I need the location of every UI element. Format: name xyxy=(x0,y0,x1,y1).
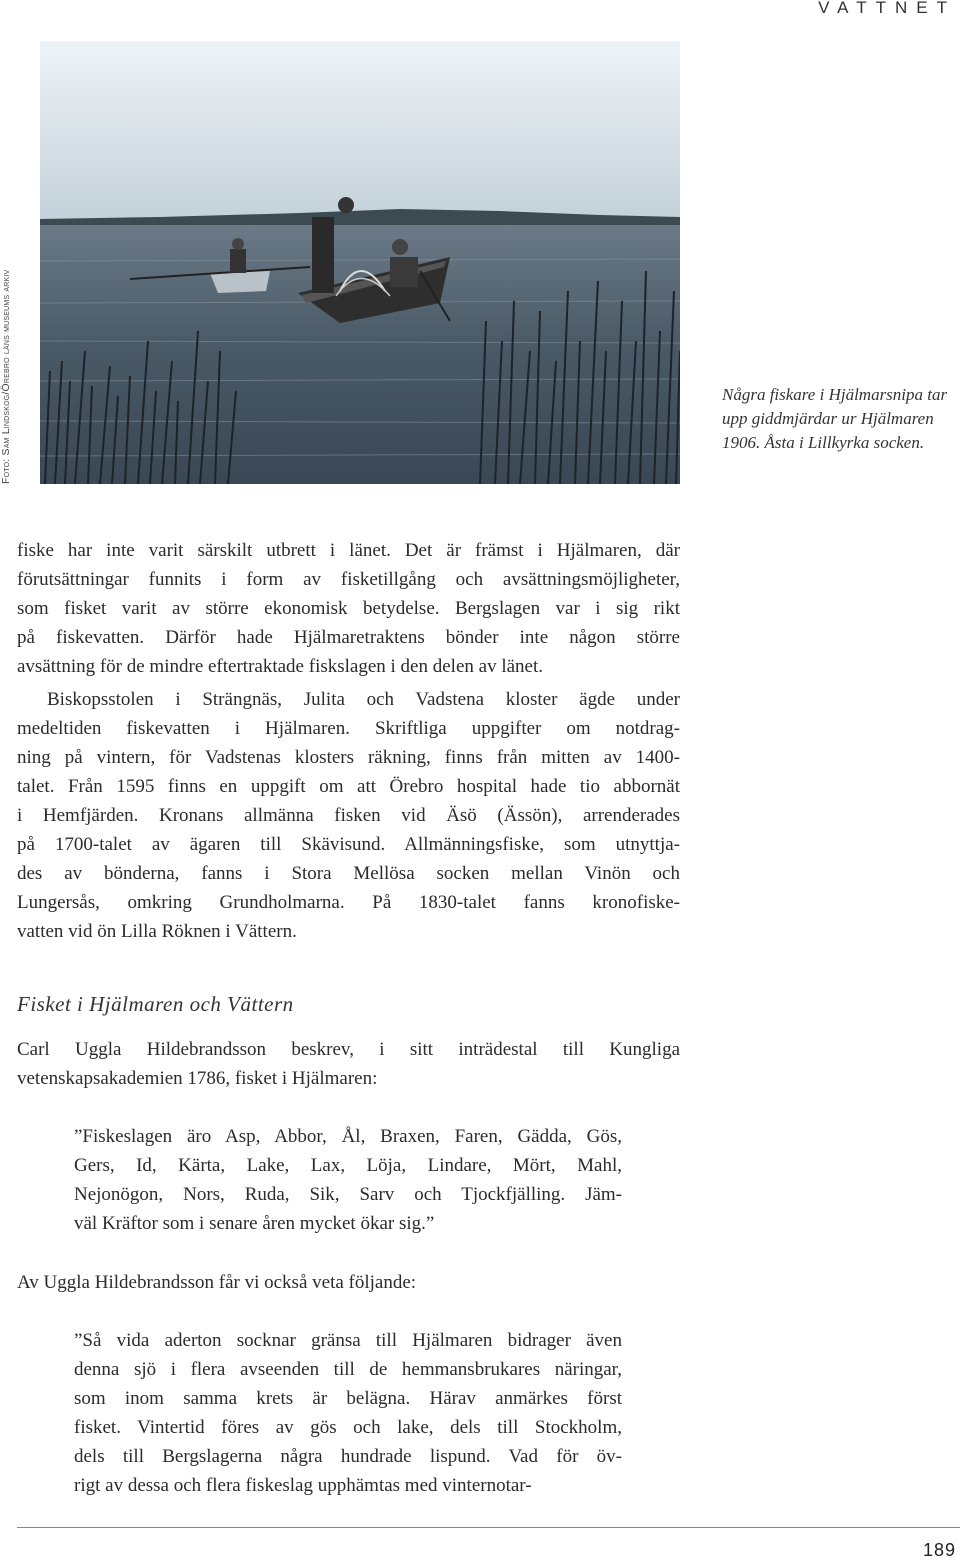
body-paragraph-3 xyxy=(17,1268,680,1297)
text-line: vatten vid ön Lilla Röknen i Vättern. xyxy=(17,921,297,942)
photo-caption xyxy=(722,383,954,455)
body-paragraph-1 xyxy=(17,536,680,681)
caption-line: Några fiskare i Hjälmarsnipa tar xyxy=(722,385,948,404)
text-line: som fisket varit av större ekonomisk betydelse. Bergslagen var i sig rikt xyxy=(17,598,680,619)
quote-line: Gers, Id, Kärta, Lake, Lax, Löja, Lindare, Mört, Mahl, xyxy=(74,1155,622,1176)
quote-line: ”Så vida aderton socknar gränsa till Hjälmaren bidrager även xyxy=(74,1330,622,1351)
body-paragraph-2 xyxy=(17,685,680,946)
text-line: vetenskapsakademien 1786, fisket i Hjälmaren: xyxy=(17,1068,378,1089)
quote-line: dels till Bergslagerna några hundrade lispund. Vad för öv- xyxy=(74,1446,622,1467)
text-line: ning på vintern, för Vadstenas klosters räkning, finns från mitten av 1400- xyxy=(17,747,680,768)
quote-line: väl Kräftor som i senare åren mycket ökar sig.” xyxy=(74,1213,435,1234)
text-line: på fiskevatten. Därför hade Hjälmaretraktens bönder inte någon större xyxy=(17,627,680,648)
caption-line: upp giddmjärdar ur Hjälmaren xyxy=(722,409,934,428)
text-line: i Hemfjärden. Kronans allmänna fisken vid Äsö (Ässön), arrenderades xyxy=(17,805,680,826)
footer-rule xyxy=(17,1527,960,1528)
section-intro xyxy=(17,1035,680,1093)
quote-line: Nejonögon, Nors, Ruda, Sik, Sarv och Tjockfjälling. Jäm- xyxy=(74,1184,622,1205)
fishermen-photo xyxy=(40,41,680,484)
quote-line: som inom samma krets är belägna. Härav anmärkes först xyxy=(74,1388,622,1409)
section-heading: Fisket i Hjälmaren och Vättern xyxy=(17,992,294,1016)
quote-line: rigt av dessa och flera fiskeslag upphämtas med vinternotar- xyxy=(74,1475,532,1496)
quote-block-1 xyxy=(74,1122,622,1238)
quote-line: denna sjö i flera avseenden till de hemmansbrukares näringar, xyxy=(74,1359,622,1380)
text-line: Av Uggla Hildebrandsson får vi också veta följande: xyxy=(17,1272,417,1293)
text-line: Carl Uggla Hildebrandsson beskrev, i sitt inträdestal till Kungliga xyxy=(17,1039,680,1060)
caption-line: 1906. Åsta i Lillkyrka socken. xyxy=(722,433,925,452)
text-line: talet. Från 1595 finns en uppgift om att Örebro hospital hade tio abbornät xyxy=(17,776,680,797)
quote-line: ”Fiskeslagen äro Asp, Abbor, Ål, Braxen, Faren, Gädda, Gös, xyxy=(74,1126,622,1147)
text-line: förutsättningar funnits i form av fisketillgång och avsättningsmöjligheter, xyxy=(17,569,680,590)
text-line: Biskopsstolen i Strängnäs, Julita och Vadstena kloster ägde under xyxy=(47,689,680,710)
text-line: avsättning för de mindre eftertraktade fiskslagen i den delen av länet. xyxy=(17,656,543,677)
text-line: fiske har inte varit särskilt utbrett i länet. Det är främst i Hjälmaren, där xyxy=(17,540,680,561)
text-line: på 1700-talet av ägaren till Skävisund. Allmänningsfiske, som utnyttja- xyxy=(17,834,680,855)
text-line: des av bönderna, fanns i Stora Mellösa socken mellan Vinön och xyxy=(17,863,680,884)
running-head: VATTNET xyxy=(818,0,956,17)
page-number: 189 xyxy=(922,1540,956,1560)
quote-block-2 xyxy=(74,1326,622,1500)
quote-line: fisket. Vintertid föres av gös och lake, dels till Stockholm, xyxy=(74,1417,622,1438)
text-line: Lungersås, omkring Grundholmarna. På 1830-talet fanns kronofiske- xyxy=(17,892,680,913)
text-line: medeltiden fiskevatten i Hjälmaren. Skriftliga uppgifter om notdrag- xyxy=(17,718,680,739)
